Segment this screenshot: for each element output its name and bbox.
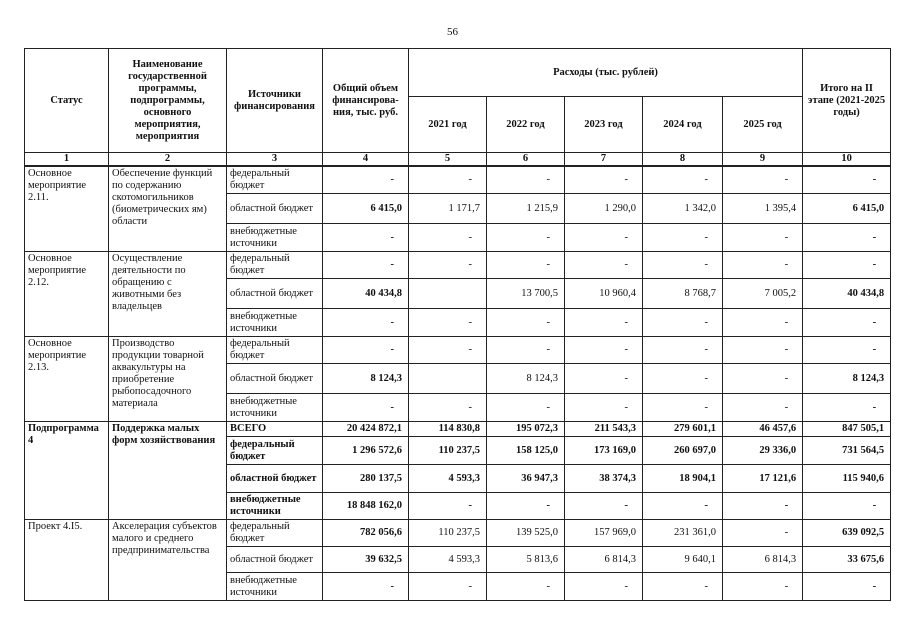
row-status: Основное мероприятие 2.11. [25, 166, 109, 252]
table-row [25, 166, 891, 194]
row-source: федеральный бюджет [227, 337, 323, 364]
value-cell: 6 814,3 [723, 547, 803, 573]
value-cell: - [323, 394, 409, 422]
value-cell: - [565, 252, 643, 279]
value-cell: - [323, 573, 409, 601]
value-cell: 114 830,8 [409, 422, 487, 437]
value-cell: 139 525,0 [487, 520, 565, 547]
value-cell: - [803, 337, 891, 364]
value-cell: 4 593,3 [409, 547, 487, 573]
column-number: 9 [723, 153, 803, 167]
column-number: 2 [109, 153, 227, 167]
value-cell: - [565, 573, 643, 601]
value-cell: 9 640,1 [643, 547, 723, 573]
row-source: федеральный бюджет [227, 520, 323, 547]
row-name: Акселерация субъектов малого и среднего предпринимательства [109, 520, 227, 601]
value-cell: - [487, 394, 565, 422]
value-cell: 173 169,0 [565, 437, 643, 465]
value-cell: 7 005,2 [723, 279, 803, 309]
value-cell: - [803, 224, 891, 252]
value-cell: - [803, 252, 891, 279]
header-expenses: Расходы (тыс. рублей) [409, 49, 803, 97]
value-cell: 8 124,3 [803, 364, 891, 394]
value-cell: - [803, 493, 891, 520]
column-number: 8 [643, 153, 723, 167]
value-cell: 6 415,0 [803, 194, 891, 224]
value-cell: - [323, 252, 409, 279]
value-cell: - [565, 309, 643, 337]
value-cell: - [723, 224, 803, 252]
value-cell: - [487, 493, 565, 520]
value-cell: 8 124,3 [487, 364, 565, 394]
value-cell: - [643, 573, 723, 601]
table-row [25, 337, 891, 364]
value-cell: 782 056,6 [323, 520, 409, 547]
row-name: Осуществление деятельности по обращению с животными без владельцев [109, 252, 227, 337]
value-cell: - [723, 166, 803, 194]
value-cell: 18 848 162,0 [323, 493, 409, 520]
value-cell: 20 424 872,1 [323, 422, 409, 437]
value-cell: - [565, 337, 643, 364]
value-cell: 10 960,4 [565, 279, 643, 309]
value-cell: - [723, 394, 803, 422]
value-cell: - [643, 493, 723, 520]
value-cell: 260 697,0 [643, 437, 723, 465]
value-cell: 29 336,0 [723, 437, 803, 465]
value-cell: - [643, 364, 723, 394]
value-cell: - [803, 394, 891, 422]
row-source: областной бюджет [227, 364, 323, 394]
column-number: 4 [323, 153, 409, 167]
header-name: Наименование государственной программы, подпрограммы, основного мероприятия, мероприятия [109, 49, 227, 153]
value-cell: 157 969,0 [565, 520, 643, 547]
row-source: федеральный бюджет [227, 166, 323, 194]
row-status: Подпрограмма 4 [25, 422, 109, 520]
value-cell: - [409, 573, 487, 601]
value-cell: 13 700,5 [487, 279, 565, 309]
value-cell: - [409, 166, 487, 194]
value-cell: - [723, 520, 803, 547]
table-header [25, 49, 891, 167]
value-cell: 1 290,0 [565, 194, 643, 224]
value-cell: 8 124,3 [323, 364, 409, 394]
table-row [25, 422, 891, 437]
value-cell: - [487, 309, 565, 337]
value-cell: - [409, 337, 487, 364]
value-cell: 1 171,7 [409, 194, 487, 224]
value-cell: - [723, 493, 803, 520]
value-cell: 8 768,7 [643, 279, 723, 309]
value-cell: - [409, 252, 487, 279]
value-cell: - [565, 166, 643, 194]
value-cell: - [643, 166, 723, 194]
table-row [25, 520, 891, 547]
value-cell [409, 364, 487, 394]
value-cell: 279 601,1 [643, 422, 723, 437]
column-number: 10 [803, 153, 891, 167]
value-cell: 1 215,9 [487, 194, 565, 224]
header-year: 2024 год [643, 97, 723, 153]
column-numbers-row [25, 153, 891, 167]
value-cell: - [803, 166, 891, 194]
row-name: Обеспечение функций по содержанию скотомогильников (биометрических ям) области [109, 166, 227, 252]
header-year: 2021 год [409, 97, 487, 153]
value-cell: 847 505,1 [803, 422, 891, 437]
value-cell: 1 342,0 [643, 194, 723, 224]
row-source: областной бюджет [227, 465, 323, 493]
column-number: 5 [409, 153, 487, 167]
row-source: внебюджетные источники [227, 493, 323, 520]
value-cell: 6 814,3 [565, 547, 643, 573]
header-year: 2023 год [565, 97, 643, 153]
row-source: внебюджетные источники [227, 224, 323, 252]
value-cell: 17 121,6 [723, 465, 803, 493]
value-cell: - [409, 394, 487, 422]
column-number: 7 [565, 153, 643, 167]
value-cell: 18 904,1 [643, 465, 723, 493]
value-cell: 110 237,5 [409, 520, 487, 547]
value-cell: - [323, 309, 409, 337]
value-cell: - [409, 493, 487, 520]
value-cell: 38 374,3 [565, 465, 643, 493]
header-sources: Источники финансирования [227, 49, 323, 153]
value-cell: - [565, 364, 643, 394]
value-cell: 1 395,4 [723, 194, 803, 224]
header-total: Общий объем финансирова-ния, тыс. руб. [323, 49, 409, 153]
value-cell: 731 564,5 [803, 437, 891, 465]
value-cell: - [409, 224, 487, 252]
value-cell: 195 072,3 [487, 422, 565, 437]
value-cell: 4 593,3 [409, 465, 487, 493]
value-cell: - [723, 337, 803, 364]
value-cell: - [323, 166, 409, 194]
value-cell: - [723, 364, 803, 394]
column-number: 3 [227, 153, 323, 167]
table-body [25, 166, 891, 601]
value-cell: - [803, 573, 891, 601]
value-cell: 158 125,0 [487, 437, 565, 465]
value-cell: 231 361,0 [643, 520, 723, 547]
value-cell: 639 092,5 [803, 520, 891, 547]
row-source: внебюджетные источники [227, 394, 323, 422]
value-cell: - [487, 337, 565, 364]
value-cell: 40 434,8 [803, 279, 891, 309]
value-cell: - [565, 394, 643, 422]
value-cell: - [487, 252, 565, 279]
row-source: федеральный бюджет [227, 252, 323, 279]
value-cell: - [565, 493, 643, 520]
value-cell: - [723, 309, 803, 337]
value-cell: - [643, 394, 723, 422]
value-cell: - [643, 224, 723, 252]
value-cell: - [643, 309, 723, 337]
value-cell: 40 434,8 [323, 279, 409, 309]
row-source: внебюджетные источники [227, 573, 323, 601]
column-number: 1 [25, 153, 109, 167]
value-cell: - [643, 252, 723, 279]
value-cell: - [323, 224, 409, 252]
value-cell [409, 279, 487, 309]
row-source: ВСЕГО [227, 422, 323, 437]
row-name: Производство продукции товарной аквакультуры на приобретение рыбопосадочного материала [109, 337, 227, 422]
value-cell: 33 675,6 [803, 547, 891, 573]
row-status: Основное мероприятие 2.12. [25, 252, 109, 337]
header-itogo: Итого на II этапе (2021-2025 годы) [803, 49, 891, 153]
value-cell: 5 813,6 [487, 547, 565, 573]
page-number: 56 [447, 26, 458, 38]
row-source: внебюджетные источники [227, 309, 323, 337]
value-cell: 110 237,5 [409, 437, 487, 465]
value-cell: 280 137,5 [323, 465, 409, 493]
header-year: 2022 год [487, 97, 565, 153]
row-status: Проект 4.I5. [25, 520, 109, 601]
row-status: Основное мероприятие 2.13. [25, 337, 109, 422]
budget-table [24, 48, 891, 601]
row-source: областной бюджет [227, 547, 323, 573]
value-cell: - [487, 166, 565, 194]
row-source: областной бюджет [227, 279, 323, 309]
value-cell: - [565, 224, 643, 252]
header-status: Статус [25, 49, 109, 153]
value-cell: 46 457,6 [723, 422, 803, 437]
value-cell: 39 632,5 [323, 547, 409, 573]
value-cell: 1 296 572,6 [323, 437, 409, 465]
value-cell: - [323, 337, 409, 364]
row-source: областной бюджет [227, 194, 323, 224]
value-cell: - [723, 573, 803, 601]
table-row [25, 252, 891, 279]
row-name: Поддержка малых форм хозяйствования [109, 422, 227, 520]
value-cell: 115 940,6 [803, 465, 891, 493]
value-cell: 6 415,0 [323, 194, 409, 224]
value-cell: - [803, 309, 891, 337]
value-cell: - [409, 309, 487, 337]
column-number: 6 [487, 153, 565, 167]
value-cell: - [487, 573, 565, 601]
row-source: федеральный бюджет [227, 437, 323, 465]
value-cell: 36 947,3 [487, 465, 565, 493]
value-cell: - [723, 252, 803, 279]
value-cell: 211 543,3 [565, 422, 643, 437]
value-cell: - [487, 224, 565, 252]
value-cell: - [643, 337, 723, 364]
header-year: 2025 год [723, 97, 803, 153]
